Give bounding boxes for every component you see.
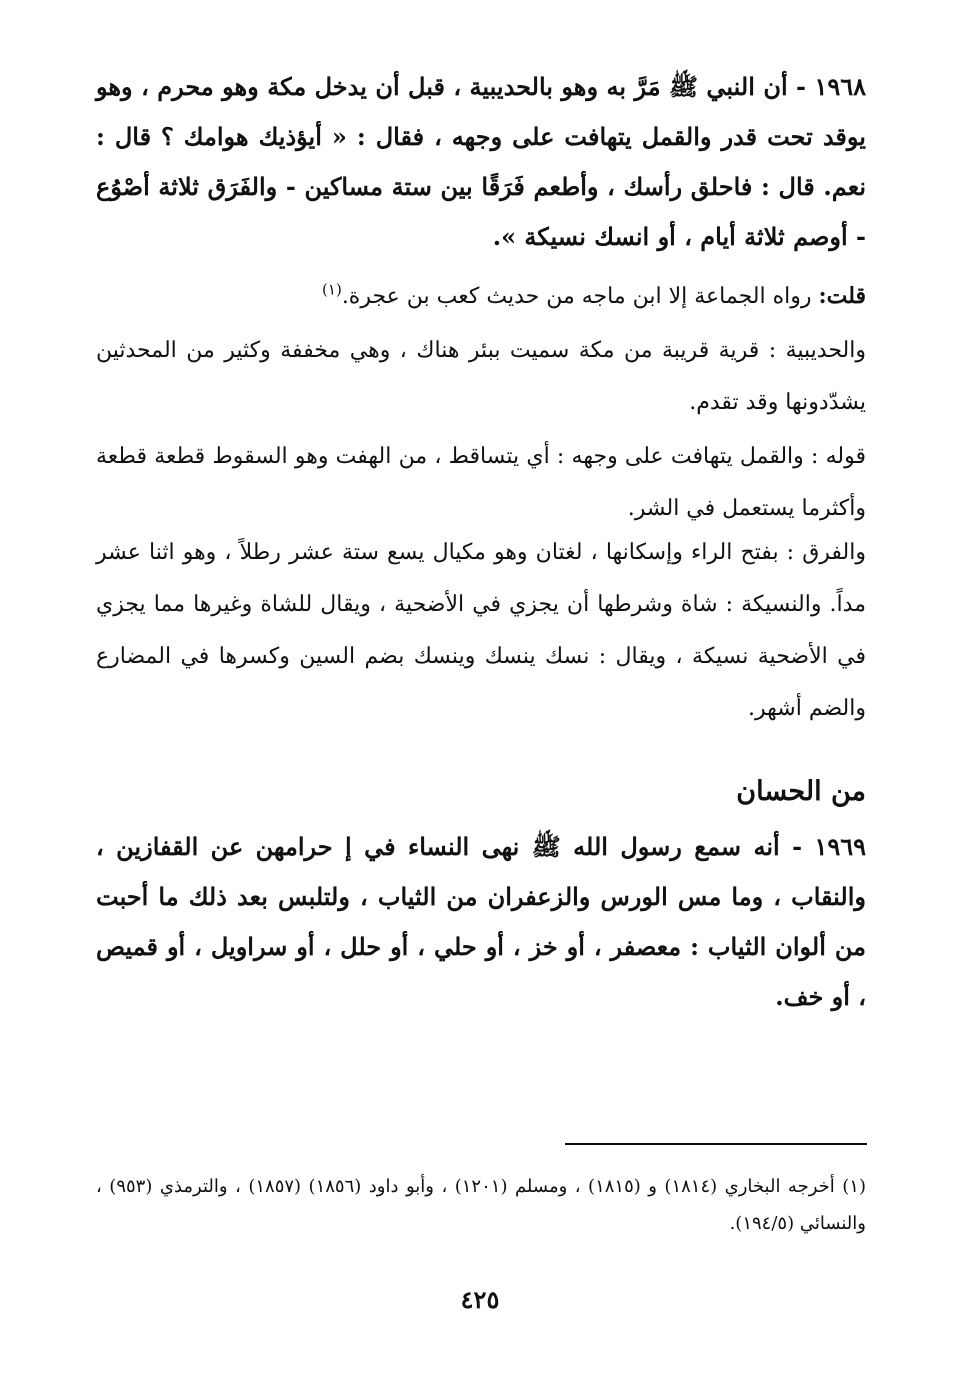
note-text: رواه الجماعة إلا ابن ماجه من حديث كعب بن عجرة. — [341, 284, 819, 309]
footnote-divider — [565, 1143, 867, 1145]
commentary-lice: قوله : والقمل يتهافت على وجهه : أي يتساقط ، من الهفت وهو السقوط قطعة قطعة وأكثرما يستعمل في الشر. — [96, 444, 866, 521]
commentary-source-note — [96, 270, 866, 323]
note-label: قلت: — [818, 283, 866, 309]
commentary-hudaybiyyah: والحديبية : قرية قريبة من مكة سميت ببئر هناك ، وهي مخففة وكثير من المحدثين يشدّدونها وقد تقدم. — [96, 338, 866, 415]
section-heading: من الحسان — [736, 776, 866, 807]
footnote-marker[interactable]: (١) — [322, 280, 342, 299]
page-number: ٤٢٥ — [460, 1285, 500, 1314]
hadith-1969: ١٩٦٩ - أنه سمع رسول الله ﷺ نهى النساء في إ حرامهن عن القفازين ، والنقاب ، وما مس الورس والزعفران من الثياب ، ولتلبس بعد ذلك ما أحبت من ألوان الثياب : معصفر ، أو خز ، أو حلي ، أو حلل ، أو سراويل ، أو قميص ، أو خف. — [96, 832, 867, 1011]
footnote: (١) أخرجه البخاري (١٨١٤) و (١٨١٥) ، ومسلم (١٢٠١) ، وأبو داود (١٨٥٦) (١٨٥٧) ، والترمذي (٩٥٣) ، والنسائي (١٩٤/٥). — [96, 1176, 866, 1234]
commentary-faraq-nasika: والفرق : بفتح الراء وإسكانها ، لغتان وهو مكيال يسع ستة عشر رطلاً ، وهو اثنا عشر مداً. والنسيكة : شاة وشرطها أن يجزي في الأضحية ، ويقال للشاة وغيرها مما يجزي في الأضحية نسيكة ، ويقال : نسك ينسك وينسك بضم السين وكسرها في المضارع والضم أشهر. — [96, 540, 866, 721]
hadith-1968: ١٩٦٨ - أن النبي ﷺ مَرَّ به وهو بالحديبية ، قبل أن يدخل مكة وهو محرم ، وهو يوقد تحت قدر والقمل يتهافت على وجهه ، فقال : « أيؤذيك هوامك ؟ قال : نعم. قال : فاحلق رأسك ، وأطعم فَرَقًا بين ستة مساكين - والفَرَق ثلاثة أصْوُع - أوصم ثلاثة أيام ، أو انسك نسيكة ». — [96, 72, 867, 251]
